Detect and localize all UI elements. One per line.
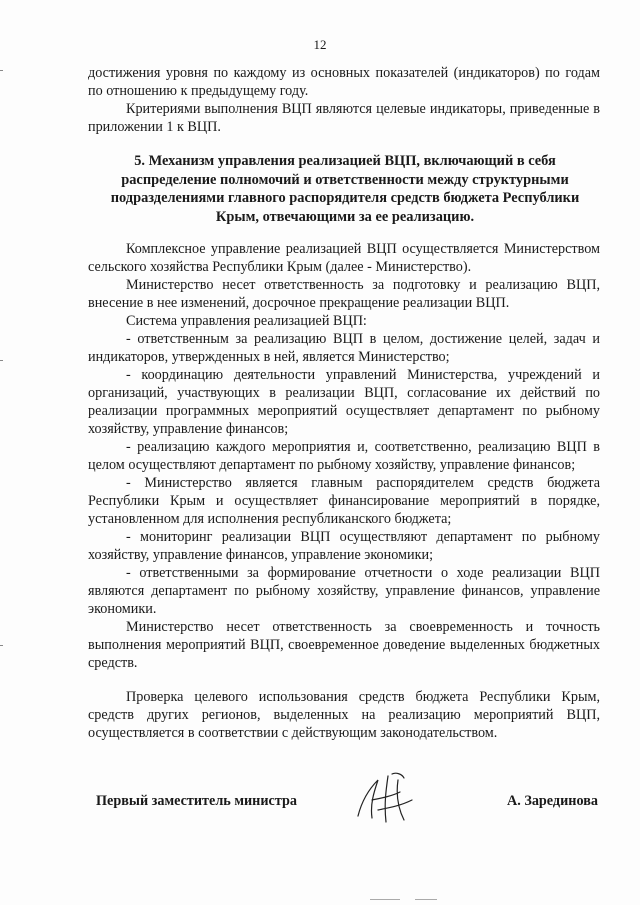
signatory-name: А. Зарединова [507, 793, 598, 809]
scan-mark [0, 645, 3, 646]
bullet-item: - координацию деятельности управлений Министерства, учреждений и организаций, участвующих в реализации ВЦП, согласование их действий по реализации программных мероприятий осуществляет департамент по рыбному хозяйству, управление финансов; [88, 367, 600, 437]
scan-mark [0, 70, 3, 71]
management-paragraph: Комплексное управление реализацией ВЦП осуществляется Министерством сельского хозяйства Республики Крым (далее - Министерство). [88, 241, 600, 275]
bullet-item: - ответственными за формирование отчетности о ходе реализации ВЦП являются департамент по рыбному хозяйству, управление финансов, управление экономики. [88, 565, 600, 617]
intro-paragraph: достижения уровня по каждому из основных показателей (индикаторов) по годам по отношению к предыдущему году. [88, 65, 600, 99]
section-body [88, 240, 600, 742]
scan-mark [415, 899, 437, 900]
scan-mark [0, 360, 3, 361]
intro-criteria-paragraph: Критериями выполнения ВЦП являются целевые индикаторы, приведенные в приложении 1 к ВЦП. [88, 101, 600, 135]
audit-paragraph: Проверка целевого использования средств бюджета Республики Крым, средств других регионов, выделенных на реализацию мероприятий ВЦП, осуществляется в соответствии с действующим законодательством. [88, 689, 600, 741]
bullet-item: - мониторинг реализации ВЦП осуществляют департамент по рыбному хозяйству, управление финансов, управление экономики; [88, 529, 600, 563]
handwritten-signature [348, 770, 428, 826]
scan-mark [370, 899, 400, 900]
section-heading: 5. Механизм управления реализацией ВЦП, включающий в себя распределение полномочий и ответственности между структурными подразделениями главного распорядителя средств бюджета Республики Крым, отвечающими за ее реализацию. [110, 153, 580, 225]
page-number: 12 [313, 37, 327, 52]
bullet-item: - Министерство является главным распорядителем средств бюджета Республики Крым и осуществляет финансирование мероприятий в порядке, установленном для исполнения республиканского бюджета; [88, 475, 600, 527]
ministry-duty-paragraph: Министерство несет ответственность за своевременность и точность выполнения мероприятий ВЦП, своевременное доведение выделенных бюджетных средств. [88, 619, 600, 671]
signatory-position: Первый заместитель министра [96, 793, 297, 809]
bullet-item: - реализацию каждого мероприятия и, соответственно, реализацию ВЦП в целом осуществляют департамент по рыбному хозяйству, управление финансов; [88, 439, 600, 473]
intro-block [88, 64, 600, 136]
bullet-item: - ответственным за реализацию ВЦП в целом, достижение целей, задач и индикаторов, утвержденных в ней, является Министерство; [88, 331, 600, 365]
system-intro-paragraph: Система управления реализацией ВЦП: [126, 313, 367, 329]
responsibility-paragraph: Министерство несет ответственность за подготовку и реализацию ВЦП, внесение в нее изменений, досрочное прекращение реализации ВЦП. [88, 277, 600, 311]
